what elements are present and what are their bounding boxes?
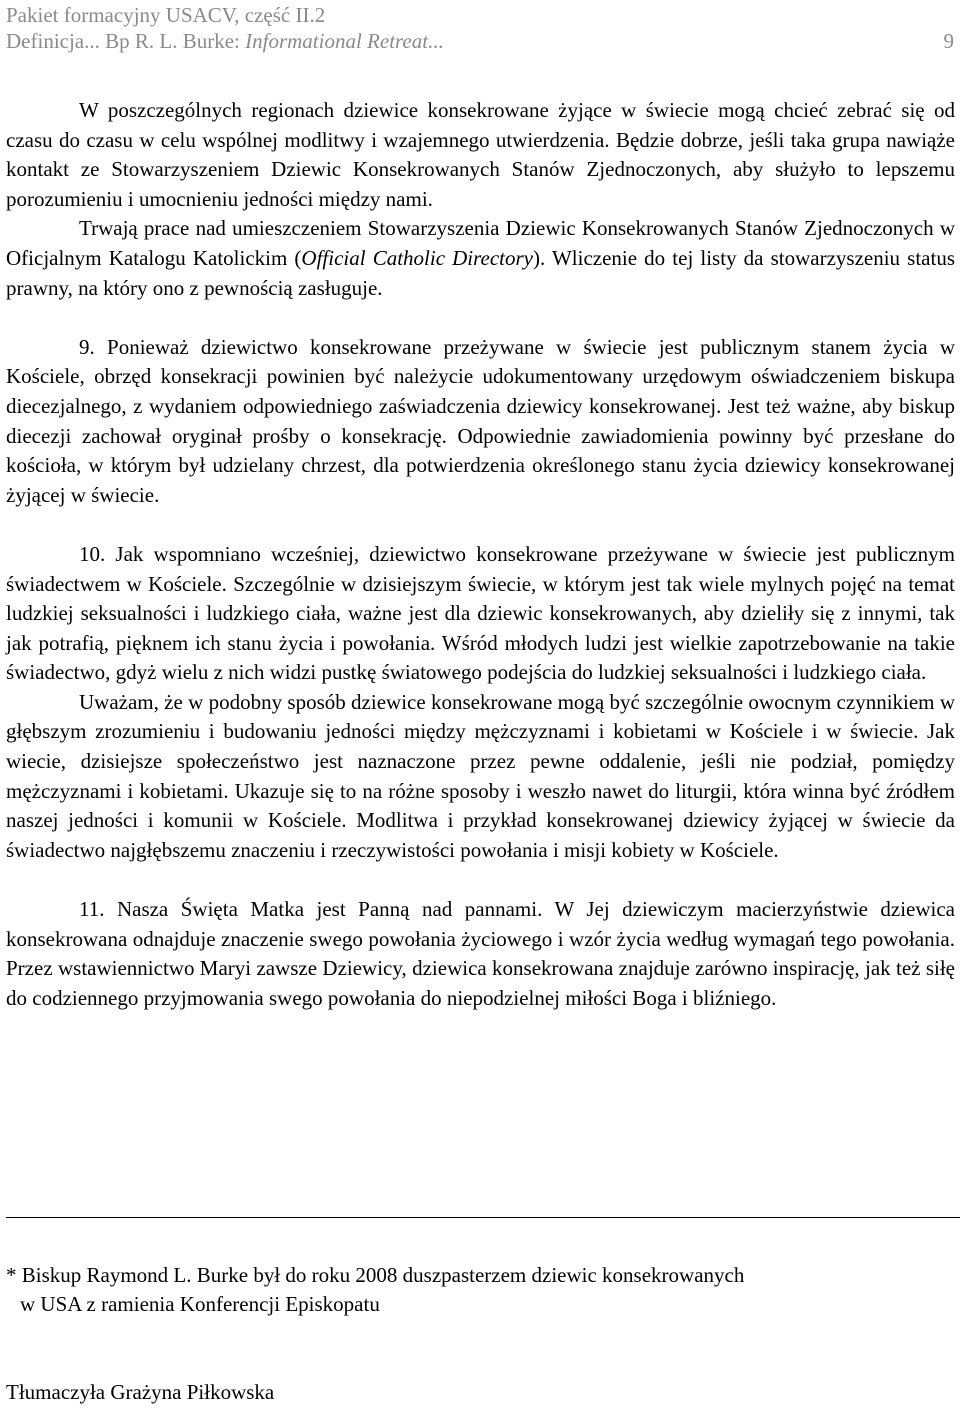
page-number: 9 xyxy=(943,29,954,53)
paragraph-section-11: 11. Nasza Święta Matka jest Panną nad pannami. W Jej dziewiczym macierzyństwie dziewica konsekrowana odnajduje znaczenie swego powołania życiowego i wzór życia według wymagań tego powołania. Przez wstawiennictwo Maryi zawsze Dziewicy, dziewica konsekrowana znajduje zarówno inspirację, jak też siłę do codziennego przyjmowania swego powołania do niepodzielnej miłości Boga i bliźniego. xyxy=(6,897,955,1010)
footnote-line-1: * Biskup Raymond L. Burke był do roku 2008 duszpasterzem dziewic konsekrowanych xyxy=(6,1263,745,1287)
page-header xyxy=(6,2,954,54)
official-directory-title: Official Catholic Directory xyxy=(301,245,533,270)
footnote xyxy=(6,1261,955,1319)
paragraph-catholic-directory xyxy=(6,214,955,303)
paragraph-unity-men-women: Uważam, że w podobny sposób dziewice konsekrowane mogą być szczególnie owocnym czynnikiem w głębszym zrozumieniu i budowaniu jedności między mężczyznami i kobietami w Kościele i w świecie. Jak wiecie, dzisiejsze społeczeństwo jest naznaczone przez pewne oddalenie, jeśli nie podział, pomiędzy mężczyznami i kobietami. Ukazuje się to na różne sposoby i weszło nawet do liturgii, która winna być źródłem naszej jedności i komunii w Kościele. Modlitwa i przykład konsekrowanej dziewicy żyjącej w świecie da świadectwo najgłębszemu znaczeniu i rzeczywistości powołania i misji kobiety w Kościele. xyxy=(6,689,955,862)
paragraph-regional-groups: W poszczególnych regionach dziewice konsekrowane żyjące w świecie mogą chcieć zebrać się od czasu do czasu w celu wspólnej modlitwy i wzajemnego utwierdzenia. Będzie dobrze, jeśli taka grupa nawiąże kontakt ze Stowarzyszeniem Dziewic Konsekrowanych Stanów Zjednoczonych, aby służyło to lepszemu porozumieniu i umocnieniu jedności między nami. xyxy=(6,98,955,211)
translator-credit: Tłumaczyła Grażyna Piłkowska xyxy=(6,1380,275,1404)
footnote-divider xyxy=(6,1217,960,1218)
paragraph-catholic-directory-text-start: Trwają prace nad umieszczeniem Stowarzyszenia Dziewic Konsekrowanych Stanów Zjednoczonych w Oficjalnym Katalogu Katolickim ( xyxy=(6,216,955,270)
header-series-title: Pakiet formacyjny USACV, część II.2 xyxy=(6,3,326,27)
header-title-italic: Informational Retreat... xyxy=(245,29,444,53)
header-title-roman: Definicja... Bp R. L. Burke: xyxy=(6,29,246,53)
body-text xyxy=(6,96,955,1013)
header-document-title xyxy=(6,28,954,54)
footnote-line-2: w USA z ramienia Konferencji Episkopatu xyxy=(20,1292,380,1316)
paragraph-catholic-directory-text-end: ). Wliczenie do tej listy da stowarzyszeniu status prawny, na który ono z pewnością zasługuje. xyxy=(6,245,956,300)
paragraph-section-9: 9. Ponieważ dziewictwo konsekrowane przeżywane w świecie jest publicznym stanem życia w Kościele, obrzęd konsekracji powinien być należycie udokumentowany urzędowym oświadczeniem biskupa diecezjalnego, z wydaniem odpowiedniego zaświadczenia dziewicy konsekrowanej. Jest też ważne, aby biskup diecezji zachował oryginał prośby o konsekrację. Odpowiednie zawiadomienia powinny być przesłane do kościoła, w którym był udzielany chrzest, dla potwierdzenia określonego stanu życia dziewicy konsekrowanej żyjącej w świecie. xyxy=(6,334,955,507)
paragraph-section-10: 10. Jak wspomniano wcześniej, dziewictwo konsekrowane przeżywane w świecie jest publicznym świadectwem w Kościele. Szczególnie w dzisiejszym świecie, w którym jest tak wiele mylnych pojęć na temat ludzkiej seksualności i ludzkiego ciała, ważne jest dla dziewic konsekrowanych, aby dzieliły się z innymi, tak jak potrafią, pięknem ich stanu życia i powołania. Wśród młodych ludzi jest wielkie zapotrzebowanie na takie świadectwo, gdyż wielu z nich widzi pustkę światowego podejścia do ludzkiej seksualności i ludzkiego ciała. xyxy=(6,541,955,685)
